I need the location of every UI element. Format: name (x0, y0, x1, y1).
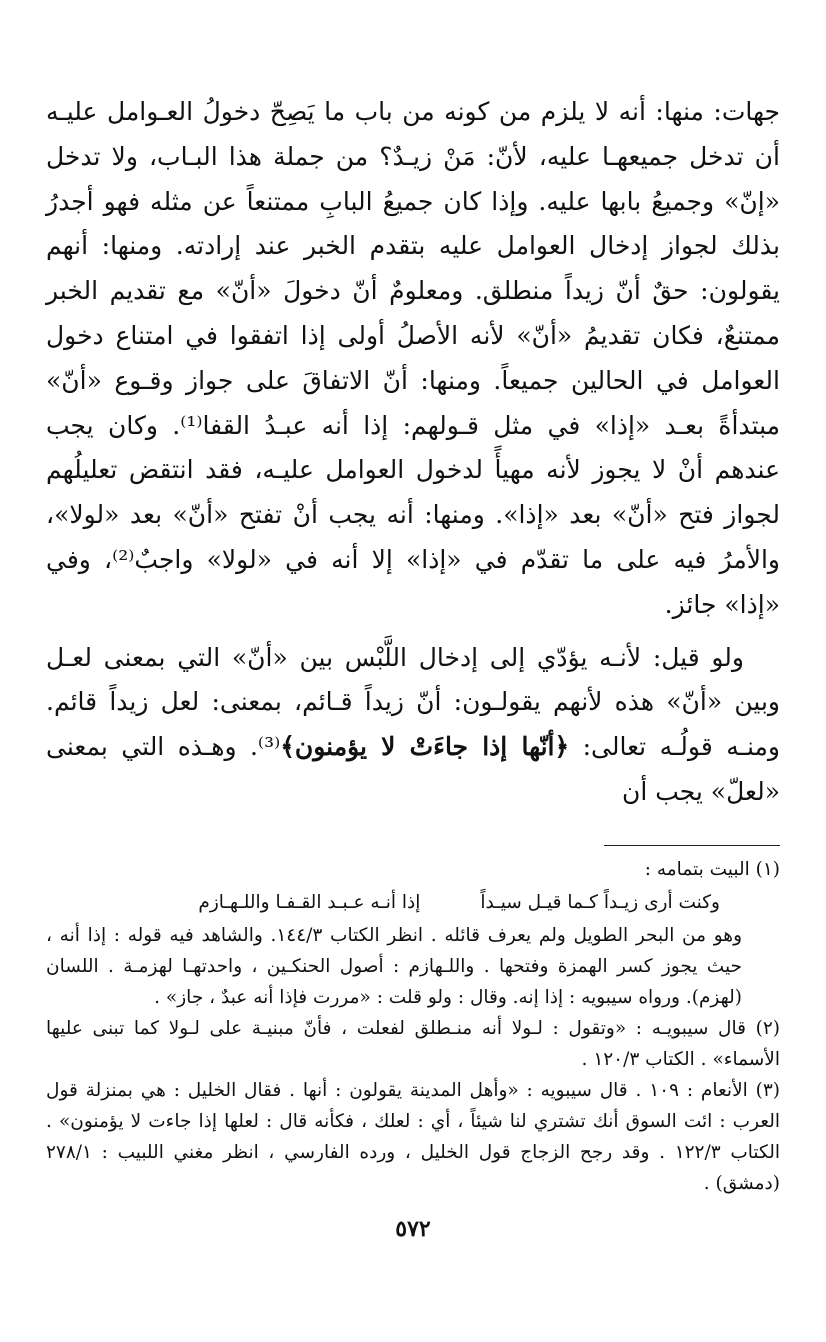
main-text (46, 90, 780, 815)
paragraph-2-end: ⁽³⁾. وهـذه التي بمعنى «لعلّ» يجب أن (46, 732, 780, 806)
verse-first-hemistich: وكنت أرى زيـداً كـما قيـل سيـداً (480, 891, 720, 913)
footnote-separator (604, 845, 780, 846)
footnote-1 (46, 854, 780, 1013)
page-number: ٥٧٢ (395, 1216, 431, 1242)
footnote-2-number: (٢) (755, 1017, 780, 1039)
footnote-1-intro: البيت بتمامه : (644, 858, 750, 880)
quran-quote: ﴿أنّها إذا جاءَتْ لا يؤمنون﴾ (280, 732, 570, 762)
footnote-3-number: (٣) (755, 1079, 780, 1101)
footnote-2-text: قال سيبويـه : «وتقول : لـولا أنه منـطلق لفعلت ، فأنّ مبنيـة على لـولا كما تبنى عليها الأسماء» . الكتاب ١٢٠/٣ . (46, 1017, 780, 1070)
footnote-3 (46, 1075, 780, 1199)
book-page (46, 90, 780, 1310)
footnote-1-number: (١) (755, 858, 780, 880)
paragraph-2 (46, 636, 780, 815)
footnote-1-body: وهو من البحر الطويل ولم يعرف قائله . انظر الكتاب ١٤٤/٣. والشاهد فيه قوله : إذا أنه ، حيث يجوز كسر الهمزة وفتحها . واللـهازم : أصول الحنكـين ، واحدتهـا لهزمـة . اللسان (لهزم). ورواه سيبويه : إذا إنه. وقال : ولو قلت : «مررت فإذا أنه عبدٌ ، جاز» . (46, 924, 742, 1008)
footnotes (46, 854, 780, 1199)
verse-second-hemistich: إذا أنـه عـبـد القـفـا واللـهـازم (198, 891, 421, 913)
paragraph-2-text: ولو قيل: لأنـه يؤدّي إلى إدخال اللَّبْس بين «أنّ» التي بمعنى لعـل وبين «أنّ» هذه لأنهم يقولـون: أنّ زيداً قـائم، بمعنى: لعل زيداً قائم. ومنـه قولُـه تعالى: (46, 642, 780, 762)
footnote-2 (46, 1013, 780, 1075)
poem-verse (46, 887, 780, 918)
footnote-3-text: الأنعام : ١٠٩ . قال سيبويه : «وأهل المدينة يقولون : أنها . فقال الخليل : هي بمنزلة قول العرب : ائت السوق أنك تشتري لنا شيئاً ، أي : لعلك ، فكأنه قال : لعلها إذا جاءت لا يؤمنون» . الكتاب ١٢٢/٣ . وقد رجح الزجاج قول الخليل ، ورده الفارسي ، انظر مغني اللبيب : ٢٧٨/١ (دمشق) . (46, 1079, 780, 1194)
paragraph-1: جهات: منها: أنه لا يلزم من كونه من باب ما يَصِحّ دخولُ العـوامل عليـه أن تدخل جميعهـا عليه، لأنّ: مَنْ زيـدٌ؟ من جملة هذا البـاب، ولا تدخل «إنّ» وجميعُ بابها عليه. وإذا كان جميعُ البابِ ممتنعاً عن مثله فهو أجدرُ بذلك لجواز إدخال العوامل عليه بتقدم الخبر عند إرادته. ومنها: أنهم يقولون: حقٌ أنّ زيداً منطلق. ومعلومٌ أنّ دخولَ «أنّ» مع تقديم الخبر ممتنعٌ، فكان تقديمُ «أنّ» لأنه الأصلُ أولى إذا اتفقوا في امتناع دخول العوامل في الحالين جميعاً. ومنها: أنّ الاتفاقَ على جواز وقـوع «أنّ» مبتدأةً بعـد «إذا» في مثل قـولهم: إذا أنه عبـدُ القفا⁽¹⁾. وكان يجب عندهم أنْ لا يجوز لأنه مهيأً لدخول العوامل عليـه، فقد انتقض تعليلُهم لجواز فتح «أنّ» بعد «إذا». ومنها: أنه يجب أنْ تفتح «أنّ» بعد «لولا»، والأمرُ فيه على ما تقدّم في «إذا» إلا أنه في «لولا» واجبٌ⁽²⁾، وفي «إذا» جائز. (46, 97, 781, 619)
